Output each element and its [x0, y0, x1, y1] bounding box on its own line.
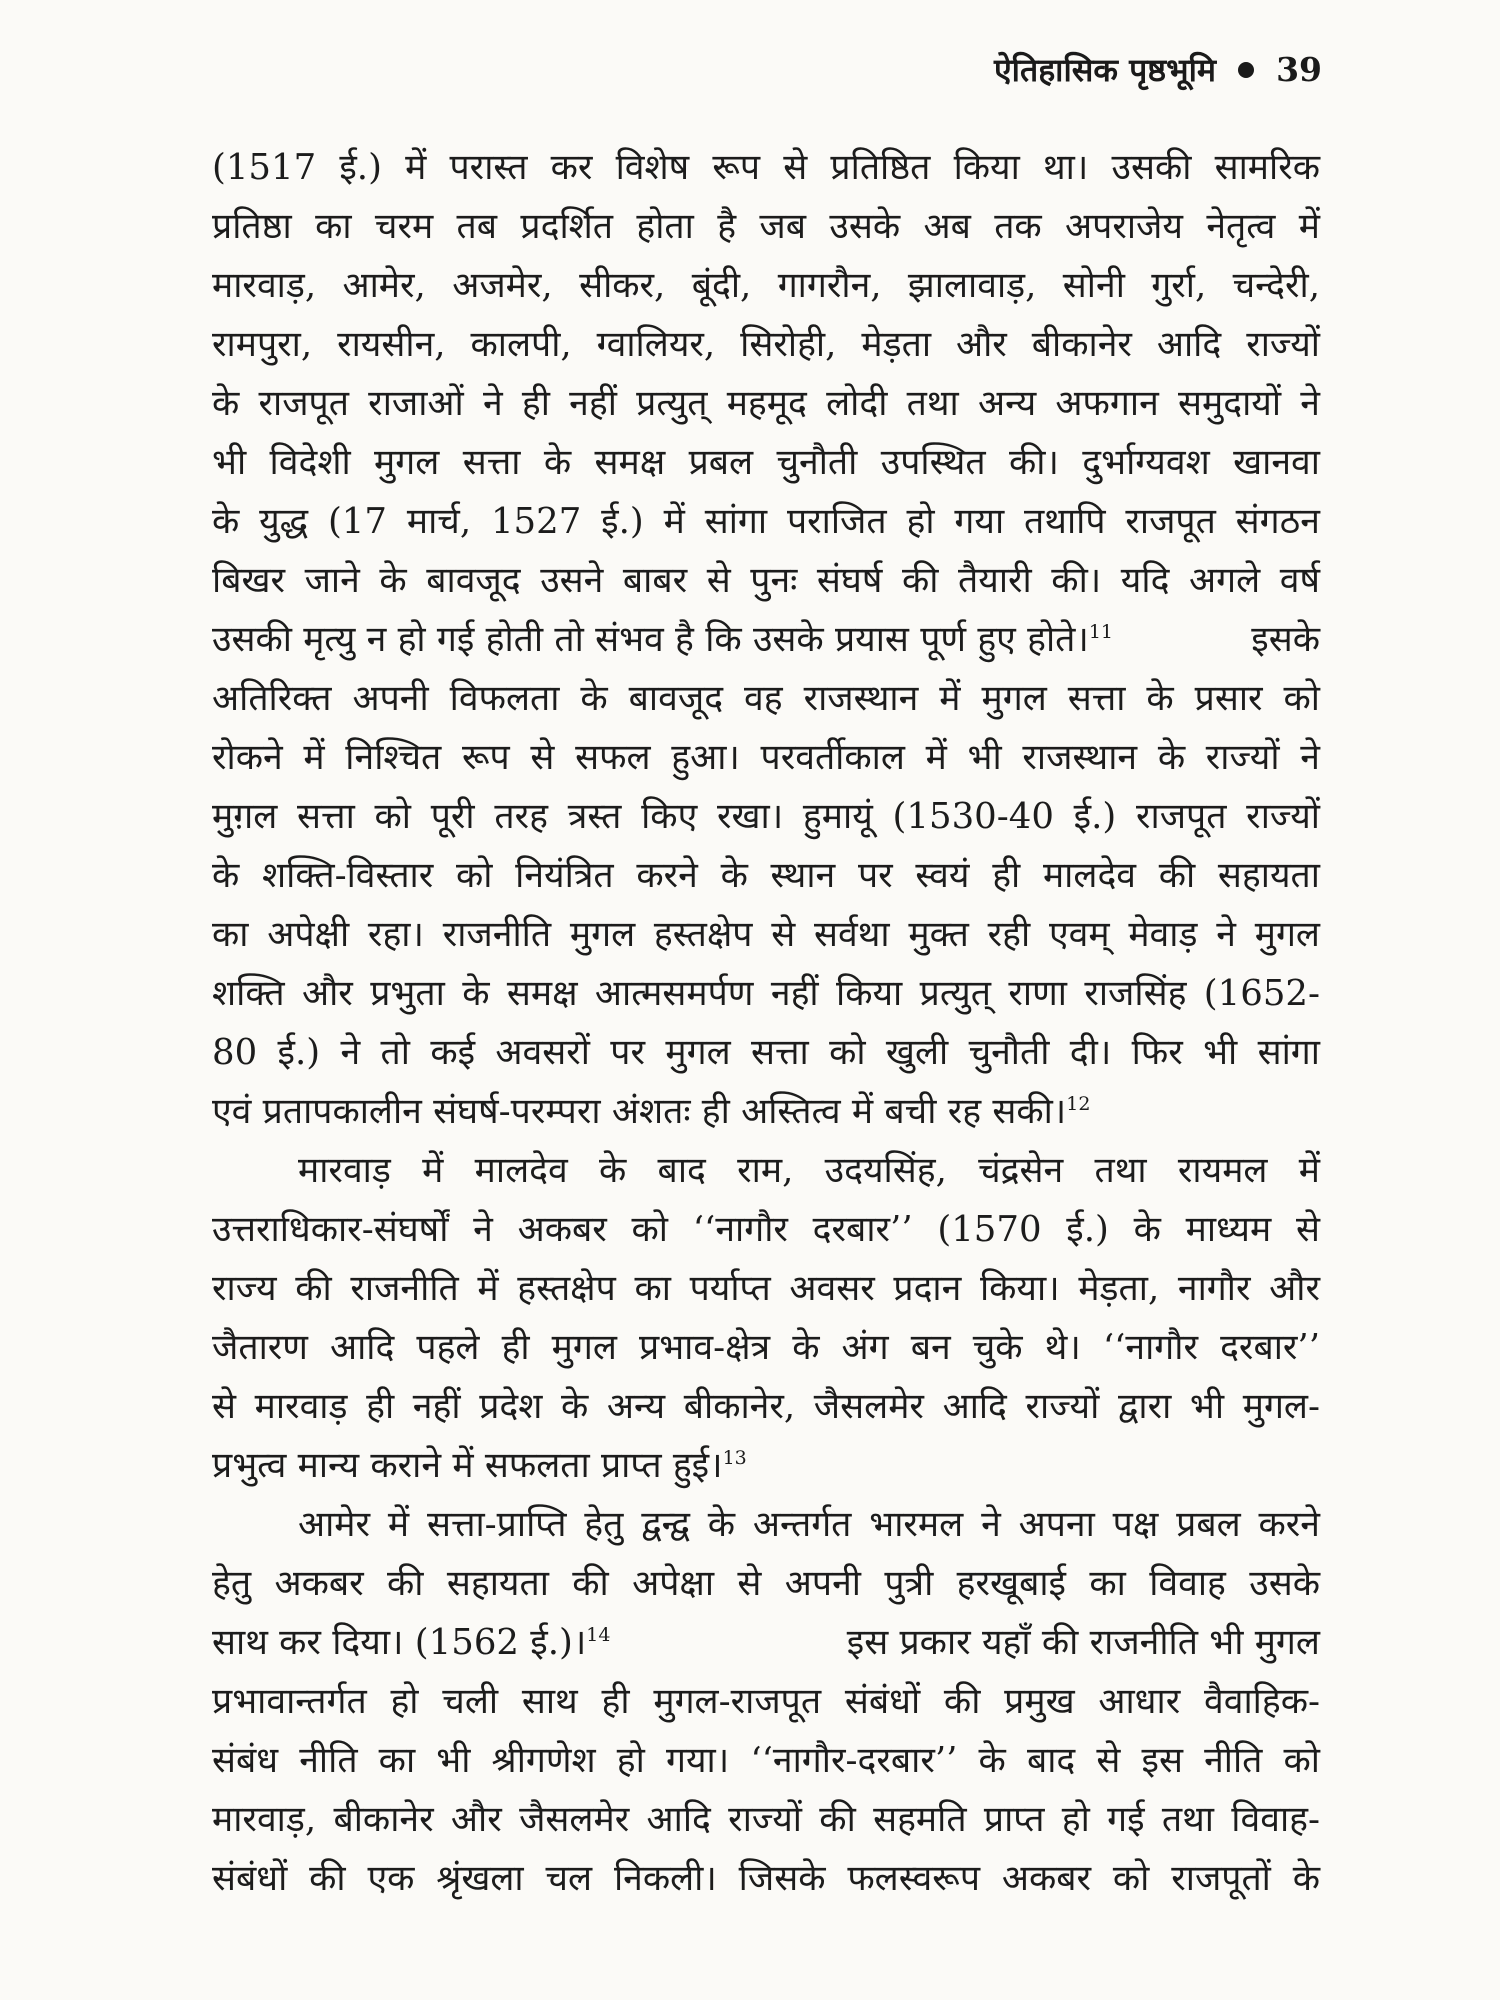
- text-line: रोकने में निश्चित रूप से सफल हुआ। परवर्तीकाल में भी राजस्थान के राज्यों ने: [212, 737, 1320, 778]
- text-line: प्रभुत्व मान्य कराने में सफलता प्राप्त हुई।: [212, 1445, 723, 1486]
- text-line: (1517 ई.) में परास्त कर विशेष रूप से प्रतिष्ठित किया था। उसकी सामरिक: [212, 147, 1320, 188]
- text-line: के युद्ध (17 मार्च, 1527 ई.) में सांगा पराजित हो गया तथापि राजपूत संगठन: [212, 501, 1320, 542]
- text-line: के शक्ति-विस्तार को नियंत्रित करने के स्थान पर स्वयं ही मालदेव की सहायता: [212, 855, 1320, 896]
- text-line: मारवाड़, बीकानेर और जैसलमेर आदि राज्यों की सहमति प्राप्त हो गई तथा विवाह-: [212, 1799, 1320, 1840]
- text-line: राज्य की राजनीति में हस्तक्षेप का पर्याप्त अवसर प्रदान किया। मेड़ता, नागौर और: [212, 1268, 1320, 1309]
- page-number: 39: [1276, 50, 1322, 89]
- text-line: हेतु अकबर की सहायता की अपेक्षा से अपनी पुत्री हरखूबाई का विवाह उसके: [212, 1563, 1320, 1604]
- text-line: प्रतिष्ठा का चरम तब प्रदर्शित होता है जब उसके अब तक अपराजेय नेतृत्व में: [212, 206, 1320, 247]
- footnote-marker: 12: [1066, 1093, 1091, 1116]
- running-header: [994, 48, 1322, 91]
- text-line: जैतारण आदि पहले ही मुगल प्रभाव-क्षेत्र के अंग बन चुके थे। ‘‘नागौर दरबार’’: [212, 1327, 1320, 1368]
- text-line: का अपेक्षी रहा। राजनीति मुगल हस्तक्षेप से सर्वथा मुक्त रही एवम् मेवाड़ ने मुगल: [212, 914, 1320, 955]
- footnote-marker: 11: [1088, 621, 1114, 644]
- text-line: प्रभावान्तर्गत हो चली साथ ही मुगल-राजपूत संबंधों की प्रमुख आधार वैवाहिक-: [212, 1681, 1320, 1722]
- running-title: ऐतिहासिक पृष्ठभूमि: [993, 51, 1217, 89]
- text-line: रामपुरा, रायसीन, कालपी, ग्वालियर, सिरोही, मेड़ता और बीकानेर आदि राज्यों: [212, 324, 1320, 365]
- text-line: साथ कर दिया। (1562 ई.)।: [212, 1622, 587, 1663]
- text-line: बिखर जाने के बावजूद उसने बाबर से पुनः संघर्ष की तैयारी की। यदि अगले वर्ष: [212, 560, 1320, 601]
- text-line: शक्ति और प्रभुता के समक्ष आत्मसमर्पण नहीं किया प्रत्युत् राणा राजसिंह (1652-: [212, 973, 1320, 1014]
- text-line: संबंध नीति का भी श्रीगणेश हो गया। ‘‘नागौर-दरबार’’ के बाद से इस नीति को: [212, 1740, 1320, 1781]
- paragraph-end-line: [212, 1082, 1320, 1141]
- text-line: मारवाड़ में मालदेव के बाद राम, उदयसिंह, चंद्रसेन तथा रायमल में: [298, 1150, 1320, 1191]
- bullet-separator-icon: [1238, 62, 1254, 78]
- text-line: मारवाड़, आमेर, अजमेर, सीकर, बूंदी, गागरौन, झालावाड़, सोनी गुर्रा, चन्देरी,: [212, 265, 1320, 306]
- text-line-tail: इस प्रकार यहाँ की राजनीति भी मुगल: [846, 1622, 1320, 1663]
- text-line-with-footnote: [212, 1613, 1320, 1672]
- text-line: उत्तराधिकार-संघर्षों ने अकबर को ‘‘नागौर दरबार’’ (1570 ई.) के माध्यम से: [212, 1209, 1320, 1250]
- text-line: मुग़ल सत्ता को पूरी तरह त्रस्त किए रखा। हुमायूं (1530-40 ई.) राजपूत राज्यों: [212, 796, 1320, 837]
- footnote-marker: 14: [586, 1624, 611, 1647]
- text-line: आमेर में सत्ता-प्राप्ति हेतु द्वन्द्व के अन्तर्गत भारमल ने अपना पक्ष प्रबल करने: [298, 1504, 1320, 1545]
- text-line: भी विदेशी मुगल सत्ता के समक्ष प्रबल चुनौती उपस्थित की। दुर्भाग्यवश खानवा: [212, 442, 1320, 483]
- text-line: उसकी मृत्यु न हो गई होती तो संभव है कि उसके प्रयास पूर्ण हुए होते।: [212, 619, 1089, 660]
- text-line: 80 ई.) ने तो कई अवसरों पर मुगल सत्ता को खुली चुनौती दी। फिर भी सांगा: [212, 1032, 1320, 1073]
- text-line: से मारवाड़ ही नहीं प्रदेश के अन्य बीकानेर, जैसलमेर आदि राज्यों द्वारा भी मुगल-: [212, 1386, 1320, 1427]
- paragraph-end-line: [212, 1436, 1320, 1495]
- text-line-tail: इसके: [1251, 619, 1320, 660]
- page-body: [212, 138, 1320, 1908]
- text-line: एवं प्रतापकालीन संघर्ष-परम्परा अंशतः ही अस्तित्व में बची रह सकी।: [212, 1091, 1067, 1132]
- text-line-with-footnote: [212, 610, 1320, 669]
- text-line: के राजपूत राजाओं ने ही नहीं प्रत्युत् महमूद लोदी तथा अन्य अफगान समुदायों ने: [212, 383, 1320, 424]
- text-line: अतिरिक्त अपनी विफलता के बावजूद वह राजस्थान में मुगल सत्ता के प्रसार को: [212, 678, 1320, 719]
- text-line: संबंधों की एक श्रृंखला चल निकली। जिसके फलस्वरूप अकबर को राजपूतों के: [212, 1858, 1320, 1899]
- footnote-marker: 13: [722, 1447, 747, 1470]
